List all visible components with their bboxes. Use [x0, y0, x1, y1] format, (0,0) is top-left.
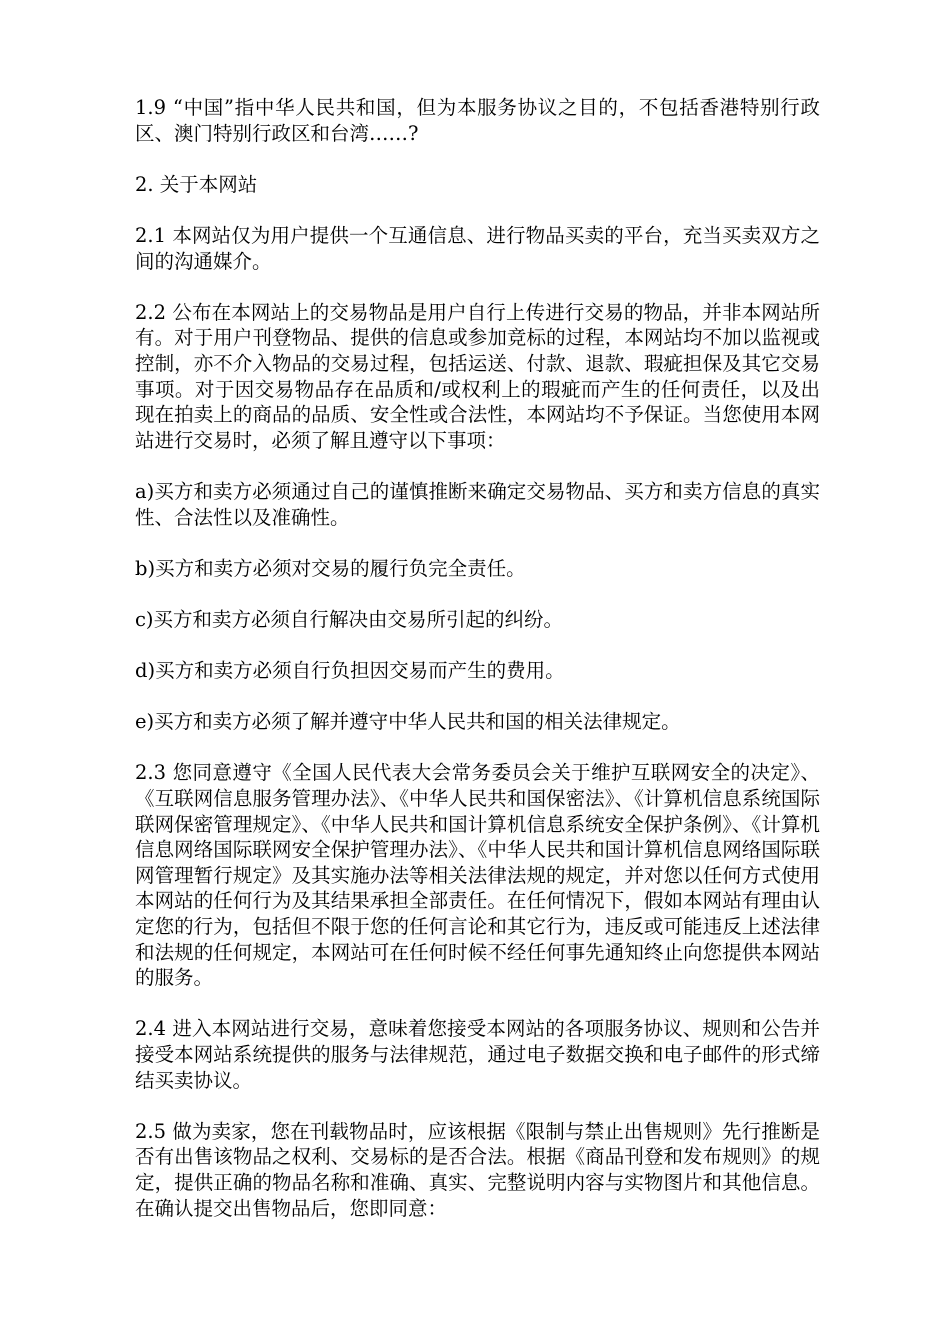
list-item-a: a)买方和卖方必须通过自己的谨慎推断来确定交易物品、买方和卖方信息的真实性、合法性以及准确性。 [135, 479, 820, 529]
paragraph-1-9: 1.9 “中国”指中华人民共和国，但为本服务协议之目的，不包括香港特别行政区、澳门特别行政区和台湾……? [135, 96, 820, 145]
list-item-b: b)买方和卖方必须对交易的履行负完全责任。 [135, 556, 526, 580]
section-heading-2: 2. 关于本网站 [135, 172, 258, 196]
list-item-d: d)买方和卖方必须自行负担因交易而产生的费用。 [135, 659, 565, 683]
document-page [135, 95, 820, 1247]
paragraph-2-4: 2.4 进入本网站进行交易，意味着您接受本网站的各项服务协议、规则和公告并接受本网站系统提供的服务与法律规范，通过电子数据交换和电子邮件的形式缔结买卖协议。 [135, 1017, 820, 1092]
paragraph-2-1: 2.1 本网站仅为用户提供一个互通信息、进行物品买卖的平台，充当买卖双方之间的沟通媒介。 [135, 223, 820, 273]
paragraph-2-3: 2.3 您同意遵守《全国人民代表大会常务委员会关于维护互联网安全的决定》、《互联网信息服务管理办法》、《中华人民共和国保密法》、《计算机信息系统国际联网保密管理规定》、《中华人民共和国计算机信息系统安全保护条例》、《计算机信息网络国际联网安全保护管理办法》、《中华人民共和国计算机信息网络国际联网管理暂行规定》及其实施办法等相关法律法规的规定，并对您以任何方式使用本网站的任何行为及其结果承担全部责任。在任何情况下，假如本网站有理由认定您的行为，包括但不限于您的任何言论和其它行为，违反或可能违反上述法律和法规的任何规定，本网站可在任何时候不经任何事先通知终止向您提供本网站的服务。 [135, 761, 820, 990]
list-item-e: e)买方和卖方必须了解并遵守中华人民共和国的相关法律规定。 [135, 710, 681, 734]
paragraph-2-5: 2.5 做为卖家，您在刊载物品时，应该根据《限制与禁止出售规则》先行推断是否有出售该物品之权利、交易标的是否合法。根据《商品刊登和发布规则》的规定，提供正确的物品名称和准确、真实、完整说明内容与实物图片和其他信息。在确认提交出售物品后，您即同意： [135, 1119, 820, 1220]
list-item-c: c)买方和卖方必须自行解决由交易所引起的纠纷。 [135, 607, 564, 631]
paragraph-2-2: 2.2 公布在本网站上的交易物品是用户自行上传进行交易的物品，并非本网站所有。对于用户刊登物品、提供的信息或参加竞标的过程，本网站均不加以监视或控制，亦不介入物品的交易过程，包括运送、付款、退款、瑕疵担保及其它交易事项。对于因交易物品存在品质和/或权利上的瑕疵而产生的任何责任，以及出现在拍卖上的商品的品质、安全性或合法性，本网站均不予保证。当您使用本网站进行交易时，必须了解且遵守以下事项： [135, 300, 820, 452]
